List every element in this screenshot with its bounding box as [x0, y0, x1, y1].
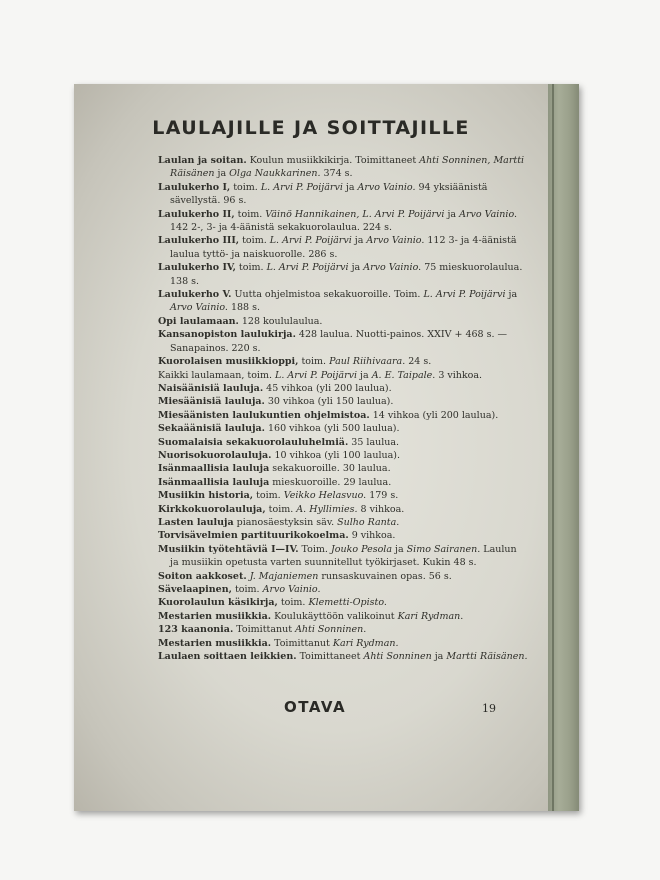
list-item: [158, 623, 528, 636]
entry-italic2: Olga Naukkarinen.: [229, 168, 321, 180]
list-item: [158, 650, 528, 663]
catalog-number: 19: [482, 702, 496, 715]
list-item: [158, 315, 528, 328]
entry-bold: Lasten lauluja: [158, 516, 234, 528]
list-item: [158, 208, 528, 235]
entry-italic2: Arvo Vainio.: [170, 302, 228, 314]
list-item: [158, 355, 528, 368]
entry-italic: Väinö Hannikainen, L. Arvi P. Poijärvi: [265, 208, 445, 220]
page-title: LAULAJILLE JA SOITTAJILLE: [152, 117, 470, 139]
entry-italic: L. Arvi P. Poijärvi: [260, 181, 343, 193]
entry-text: Koulun musiikkikirja. Toimittaneet: [246, 155, 420, 166]
entry-text2: ja: [357, 369, 372, 381]
entry-text: toim.: [231, 584, 263, 595]
list-item: [158, 409, 528, 422]
list-item: [158, 476, 528, 489]
entry-text2: 179 s.: [366, 490, 399, 502]
entry-bold: Kansanopiston laulukirja.: [158, 329, 296, 341]
entry-text2: ja: [214, 168, 230, 180]
entry-italic: Ahti Sonninen.: [295, 624, 367, 636]
list-item: [158, 382, 528, 395]
list-item: [158, 596, 528, 609]
entry-text: Toimittanut: [271, 637, 333, 649]
entry-bold: Mestarien musiikkia.: [158, 637, 272, 649]
entry-italic: Jouko Pesola: [330, 543, 392, 555]
list-item: [158, 154, 528, 181]
entry-text: Kaikki laulamaan, toim.: [158, 369, 276, 381]
entry-text: mieskuoroille. 29 laulua.: [269, 476, 392, 488]
list-item: [158, 543, 528, 570]
list-item: [158, 516, 528, 529]
entry-text: pianosäestyksin säv.: [233, 516, 338, 528]
entry-text2: runsaskuvainen opas. 56 s.: [318, 570, 452, 582]
entry-italic: A. Hyllimies.: [296, 503, 358, 515]
entry-text: Toimittanut: [233, 624, 296, 636]
entry-bold: Suomalaisia sekakuorolauluhelmiä.: [158, 436, 349, 448]
entry-text: toim.: [277, 597, 309, 609]
list-item: [158, 637, 528, 650]
entry-bold: Naisäänisiä lauluja.: [158, 382, 264, 394]
entry-text: toim.: [230, 181, 261, 193]
entry-text: 45 vihkoa (yli 200 laulua).: [263, 382, 392, 394]
entry-bold: Musiikin historia,: [158, 490, 254, 502]
entry-italic: L. Arvi P. Poijärvi: [423, 289, 506, 301]
entry-bold: Laulukerho III,: [158, 235, 240, 247]
entry-text: toim.: [239, 235, 270, 247]
entry-text: sekakuoroille. 30 laulua.: [269, 463, 391, 475]
entry-text2: ja: [444, 208, 460, 220]
entry-italic2: Arvo Vainio.: [357, 181, 416, 193]
list-item: [158, 503, 528, 516]
list-item: [158, 261, 528, 288]
entry-italic2: Arvo Vainio.: [363, 262, 422, 274]
entry-bold: 123 kaanonia.: [158, 624, 234, 636]
entry-bold: Kuorolaulun käsikirja,: [158, 597, 278, 609]
spine-edge-line: [552, 84, 554, 811]
list-item: [158, 449, 528, 462]
entry-text: 160 vihkoa (yli 500 laulua).: [264, 423, 400, 435]
list-item: [158, 583, 528, 596]
entry-italic: Ahti Sonninen: [363, 651, 432, 663]
entry-italic: J. Majaniemen: [249, 570, 319, 582]
entry-text2: ja: [351, 235, 367, 247]
entry-text: 30 vihkoa (yli 150 laulua).: [264, 396, 394, 408]
list-item: [158, 395, 528, 408]
entry-bold: Sekaäänisiä lauluja.: [158, 423, 265, 435]
entry-italic2: Martti Räisänen.: [446, 651, 528, 663]
entry-italic: Kari Rydman.: [332, 637, 399, 649]
entry-bold: Musiikin työtehtäviä I—IV.: [158, 543, 299, 555]
list-item: [158, 529, 528, 542]
list-item: [158, 570, 528, 583]
entry-text: Uutta ohjelmistoa sekakuoroille. Toim.: [231, 289, 424, 301]
entry-bold: Torvisävelmien partituurikokoelma.: [158, 530, 349, 542]
entry-italic: Ahti Sonninen, Martti Räisänen: [170, 155, 525, 180]
entry-bold: Laulaen soittaen leikkien.: [158, 651, 297, 663]
entry-bold: Laulan ja soitan.: [158, 155, 247, 166]
entry-text: Toimittaneet: [296, 651, 364, 663]
list-item: [158, 422, 528, 435]
entry-text: 9 vihkoa.: [348, 530, 396, 542]
entry-text2: 8 vihkoa.: [357, 503, 405, 515]
entry-italic: L. Arvi P. Poijärvi: [269, 235, 352, 247]
entry-bold: Mestarien musiikkia.: [158, 610, 272, 622]
list-item: [158, 436, 528, 449]
entry-bold: Miesäänisiä lauluja.: [158, 396, 265, 408]
list-item: [158, 462, 528, 475]
entry-text2: ja: [342, 181, 358, 193]
entry-italic2: Arvo Vainio.: [459, 208, 518, 220]
list-item: [158, 181, 528, 208]
entry-text: 10 vihkoa (yli 100 laulua).: [271, 449, 400, 461]
entry-text: toim.: [298, 356, 330, 368]
entry-text2: ja: [431, 651, 447, 663]
list-item: [158, 369, 528, 382]
entry-text2: ja: [505, 289, 518, 301]
entry-bold: Opi laulamaan.: [158, 315, 239, 327]
entry-text: Koulukäyttöön valikoinut: [271, 610, 398, 622]
entry-text3: 94 yksiäänistä sävellystä. 96 s.: [170, 181, 488, 207]
entry-text: toim.: [235, 262, 267, 274]
entry-text: toim.: [234, 208, 266, 220]
entry-text3: Laulun ja musiikin opetusta varten suunnitellut työkirjaset. Kukin 48 s.: [170, 543, 517, 569]
list-item: [158, 328, 528, 355]
entry-text: 128 koululaulua.: [238, 315, 323, 327]
entry-bold: Kuorolaisen musiikkioppi,: [158, 356, 299, 368]
entry-bold: Laulukerho I,: [158, 181, 231, 193]
list-item: [158, 234, 528, 261]
entry-text3: 142 2-, 3- ja 4-äänistä sekakuorolaulua. 224 s.: [170, 222, 392, 234]
entry-text3: 112 3- ja 4-äänistä laulua tyttö- ja naiskuorolle. 286 s.: [170, 235, 517, 260]
entry-bold: Kirkkokuorolauluja,: [158, 503, 266, 515]
entry-bold: Sävelaapinen,: [158, 584, 232, 595]
entry-italic: Veikko Helasvuo.: [283, 490, 367, 502]
entry-text2: ja: [392, 543, 407, 555]
entry-italic2: Simo Sairanen.: [406, 543, 481, 555]
entry-italic2: A. E. Taipale.: [371, 369, 436, 381]
list-item: [158, 489, 528, 502]
entry-text: 35 laulua.: [348, 436, 400, 448]
book-list: [158, 154, 528, 663]
entry-italic: L. Arvi P. Poijärvi: [266, 262, 349, 274]
entry-bold: Nuorisokuorolauluja.: [158, 449, 272, 461]
entry-italic: Kari Rydman.: [397, 610, 464, 622]
entry-bold: Laulukerho V.: [158, 289, 232, 301]
entry-text: 428 laulua. Nuotti-painos. XXIV + 468 s. — Sanapainos. 220 s.: [170, 329, 508, 354]
book-back-cover: [74, 84, 579, 811]
entry-text2: ja: [348, 262, 364, 274]
entry-italic: Paul Riihivaara.: [329, 356, 406, 368]
entry-text2: 24 s.: [405, 356, 432, 368]
entry-italic: Sulho Ranta.: [337, 516, 400, 528]
entry-text3: 3 vihkoa.: [435, 369, 483, 381]
cover-paper: [74, 84, 549, 811]
list-item: [158, 288, 528, 315]
entry-bold: Isänmaallisia lauluja: [158, 476, 270, 488]
entry-text: toim.: [253, 490, 284, 502]
entry-italic: Arvo Vainio.: [262, 584, 321, 595]
entry-bold: Laulukerho II,: [158, 208, 235, 220]
entry-text: Toim.: [298, 543, 331, 555]
entry-text3: 75 mieskuorolaulua. 138 s.: [170, 262, 523, 287]
entry-italic2: Arvo Vainio.: [366, 235, 425, 247]
entry-bold: Miesäänisten laulukuntien ohjelmistoa.: [158, 409, 370, 421]
list-item: [158, 610, 528, 623]
entry-bold: Laulukerho IV,: [158, 262, 236, 274]
entry-text3: 374 s.: [320, 168, 353, 180]
entry-text3: 188 s.: [227, 302, 261, 314]
entry-text: toim.: [265, 503, 297, 515]
entry-text: 14 vihkoa (yli 200 laulua).: [369, 409, 499, 421]
entry-italic: Klemetti-Opisto.: [308, 597, 387, 609]
publisher-name: OTAVA: [284, 698, 347, 716]
entry-italic: L. Arvi P. Poijärvi: [275, 369, 358, 381]
entry-bold: Isänmaallisia lauluja: [158, 463, 270, 475]
entry-bold: Soiton aakkoset.: [158, 570, 247, 582]
